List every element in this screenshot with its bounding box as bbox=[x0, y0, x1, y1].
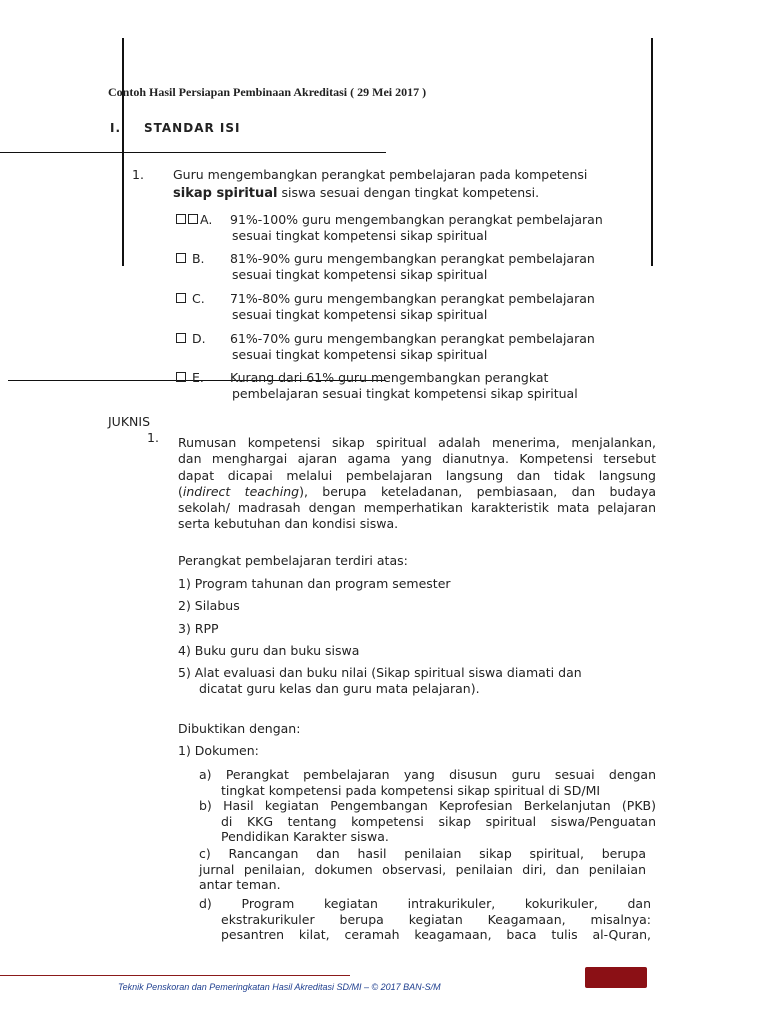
option-text: sesuai tingkat kompetensi sikap spiritual bbox=[232, 347, 488, 362]
perangkat-item-cont: dicatat guru kelas dan guru mata pelajaran). bbox=[199, 681, 480, 696]
italic-term: indirect teaching bbox=[182, 483, 300, 499]
doc-line: jurnal penilaian, dokumen observasi, penilaian diri, dan penilaian bbox=[199, 861, 646, 877]
paragraph-line-rest: berupa keteladanan, pembiasaan, dan budaya bbox=[322, 483, 656, 499]
doc-item-d bbox=[199, 896, 651, 943]
perangkat-item: 1) Program tahunan dan program semester bbox=[178, 576, 451, 591]
page-badge bbox=[585, 967, 647, 988]
dokumen-heading: 1) Dokumen: bbox=[178, 743, 259, 758]
footer-text: Teknik Penskoran dan Pemeringkatan Hasil Akreditasi SD/MI – © 2017 BAN-S/M bbox=[118, 982, 441, 992]
doc-line: Pendidikan Karakter siswa. bbox=[221, 829, 389, 844]
checkbox-icon[interactable] bbox=[176, 333, 186, 343]
option-text: 61%-70% guru mengembangkan perangkat pembelajaran bbox=[230, 331, 595, 346]
juknis-paragraph bbox=[178, 435, 656, 533]
question-bold: sikap spiritual bbox=[173, 186, 278, 201]
doc-line: a) Perangkat pembelajaran yang disusun guru sesuai dengan bbox=[199, 767, 656, 782]
option-text: pembelajaran sesuai tingkat kompetensi sikap spiritual bbox=[232, 386, 578, 401]
horizontal-rule-top bbox=[0, 152, 386, 153]
doc-line: ekstrakurikuler berupa kegiatan Keagamaan, misalnya: bbox=[221, 911, 651, 927]
juknis-heading: JUKNIS bbox=[108, 414, 151, 429]
doc-line: b) Hasil kegiatan Pengembangan Keprofesian Berkelanjutan (PKB) bbox=[199, 798, 656, 813]
document-title: Contoh Hasil Persiapan Pembinaan Akreditasi ( 29 Mei 2017 ) bbox=[108, 85, 427, 99]
doc-line: d) Program kegiatan intrakurikuler, kokurikuler, dan bbox=[199, 896, 651, 911]
paragraph-line: sekolah/ madrasah dengan memperhatikan karakteristik mata pelajaran bbox=[178, 500, 656, 516]
checkbox-icon[interactable] bbox=[176, 372, 186, 382]
option-text: 91%-100% guru mengembangkan perangkat pembelajaran bbox=[230, 212, 603, 227]
option-text: 71%-80% guru mengembangkan perangkat pembelajaran bbox=[230, 291, 595, 306]
option-text: sesuai tingkat kompetensi sikap spiritual bbox=[232, 307, 488, 322]
doc-line: tingkat kompetensi pada kompetensi sikap spiritual di SD/MI bbox=[221, 782, 601, 798]
dibuktikan-heading: Dibuktikan dengan: bbox=[178, 721, 301, 736]
doc-line: c) Rancangan dan hasil penilaian sikap spiritual, berupa bbox=[199, 846, 646, 861]
option-label: B. bbox=[191, 251, 205, 266]
paragraph-line: Rumusan kompetensi sikap spiritual adalah menerima, menjalankan, bbox=[178, 435, 656, 450]
option-label: D. bbox=[191, 331, 206, 346]
option-text: sesuai tingkat kompetensi sikap spiritual bbox=[232, 267, 488, 282]
question-line2: siswa sesuai dengan tingkat kompetensi. bbox=[277, 185, 540, 200]
question-line1: Guru mengembangkan perangkat pembelajaran pada kompetensi bbox=[173, 167, 588, 182]
doc-line: di KKG tentang kompetensi sikap spiritual siswa/Penguatan bbox=[221, 813, 656, 829]
paragraph-line: serta kebutuhan dan kondisi siswa. bbox=[178, 516, 399, 532]
perangkat-heading: Perangkat pembelajaran terdiri atas: bbox=[178, 553, 408, 568]
option-label: A. bbox=[200, 212, 213, 227]
perangkat-item: 4) Buku guru dan buku siswa bbox=[178, 643, 360, 658]
checkbox-icon[interactable] bbox=[176, 293, 186, 303]
doc-item-b bbox=[199, 798, 656, 845]
doc-item-a bbox=[199, 767, 656, 798]
option-text: 81%-90% guru mengembangkan perangkat pembelajaran bbox=[230, 251, 595, 266]
checkbox-icon[interactable] bbox=[176, 253, 186, 263]
doc-item-c bbox=[199, 846, 646, 893]
option-label: E. bbox=[191, 370, 204, 385]
section-label: STANDAR ISI bbox=[144, 121, 241, 135]
paragraph-line: (indirect teaching), berupa keteladanan, pembiasaan, dan budaya bbox=[178, 483, 656, 499]
section-number: I. bbox=[110, 121, 122, 135]
option-text: sesuai tingkat kompetensi sikap spiritual bbox=[232, 228, 488, 243]
juknis-number: 1. bbox=[147, 430, 159, 445]
doc-line: antar teman. bbox=[199, 877, 281, 892]
footer-rule bbox=[0, 975, 350, 976]
doc-line: pesantren kilat, ceramah keagamaan, baca tulis al-Quran, bbox=[221, 927, 651, 942]
right-vertical-rule bbox=[651, 38, 653, 266]
option-text: Kurang dari 61% guru mengembangkan perangkat bbox=[230, 370, 549, 385]
section-heading bbox=[110, 121, 240, 135]
checkbox-icon[interactable] bbox=[176, 214, 186, 224]
option-label: C. bbox=[191, 291, 205, 306]
checkbox-icon[interactable] bbox=[188, 214, 198, 224]
perangkat-item: 2) Silabus bbox=[178, 598, 240, 613]
question-number: 1. bbox=[132, 167, 144, 182]
paragraph-line: dapat dicapai melalui pembelajaran langsung dan tidak langsung bbox=[178, 467, 656, 483]
paragraph-line: dan menghargai ajaran agama yang dianutnya. Kompetensi tersebut bbox=[178, 451, 656, 467]
perangkat-item: 3) RPP bbox=[178, 621, 219, 636]
perangkat-item: 5) Alat evaluasi dan buku nilai (Sikap spiritual siswa diamati dan bbox=[178, 665, 582, 680]
